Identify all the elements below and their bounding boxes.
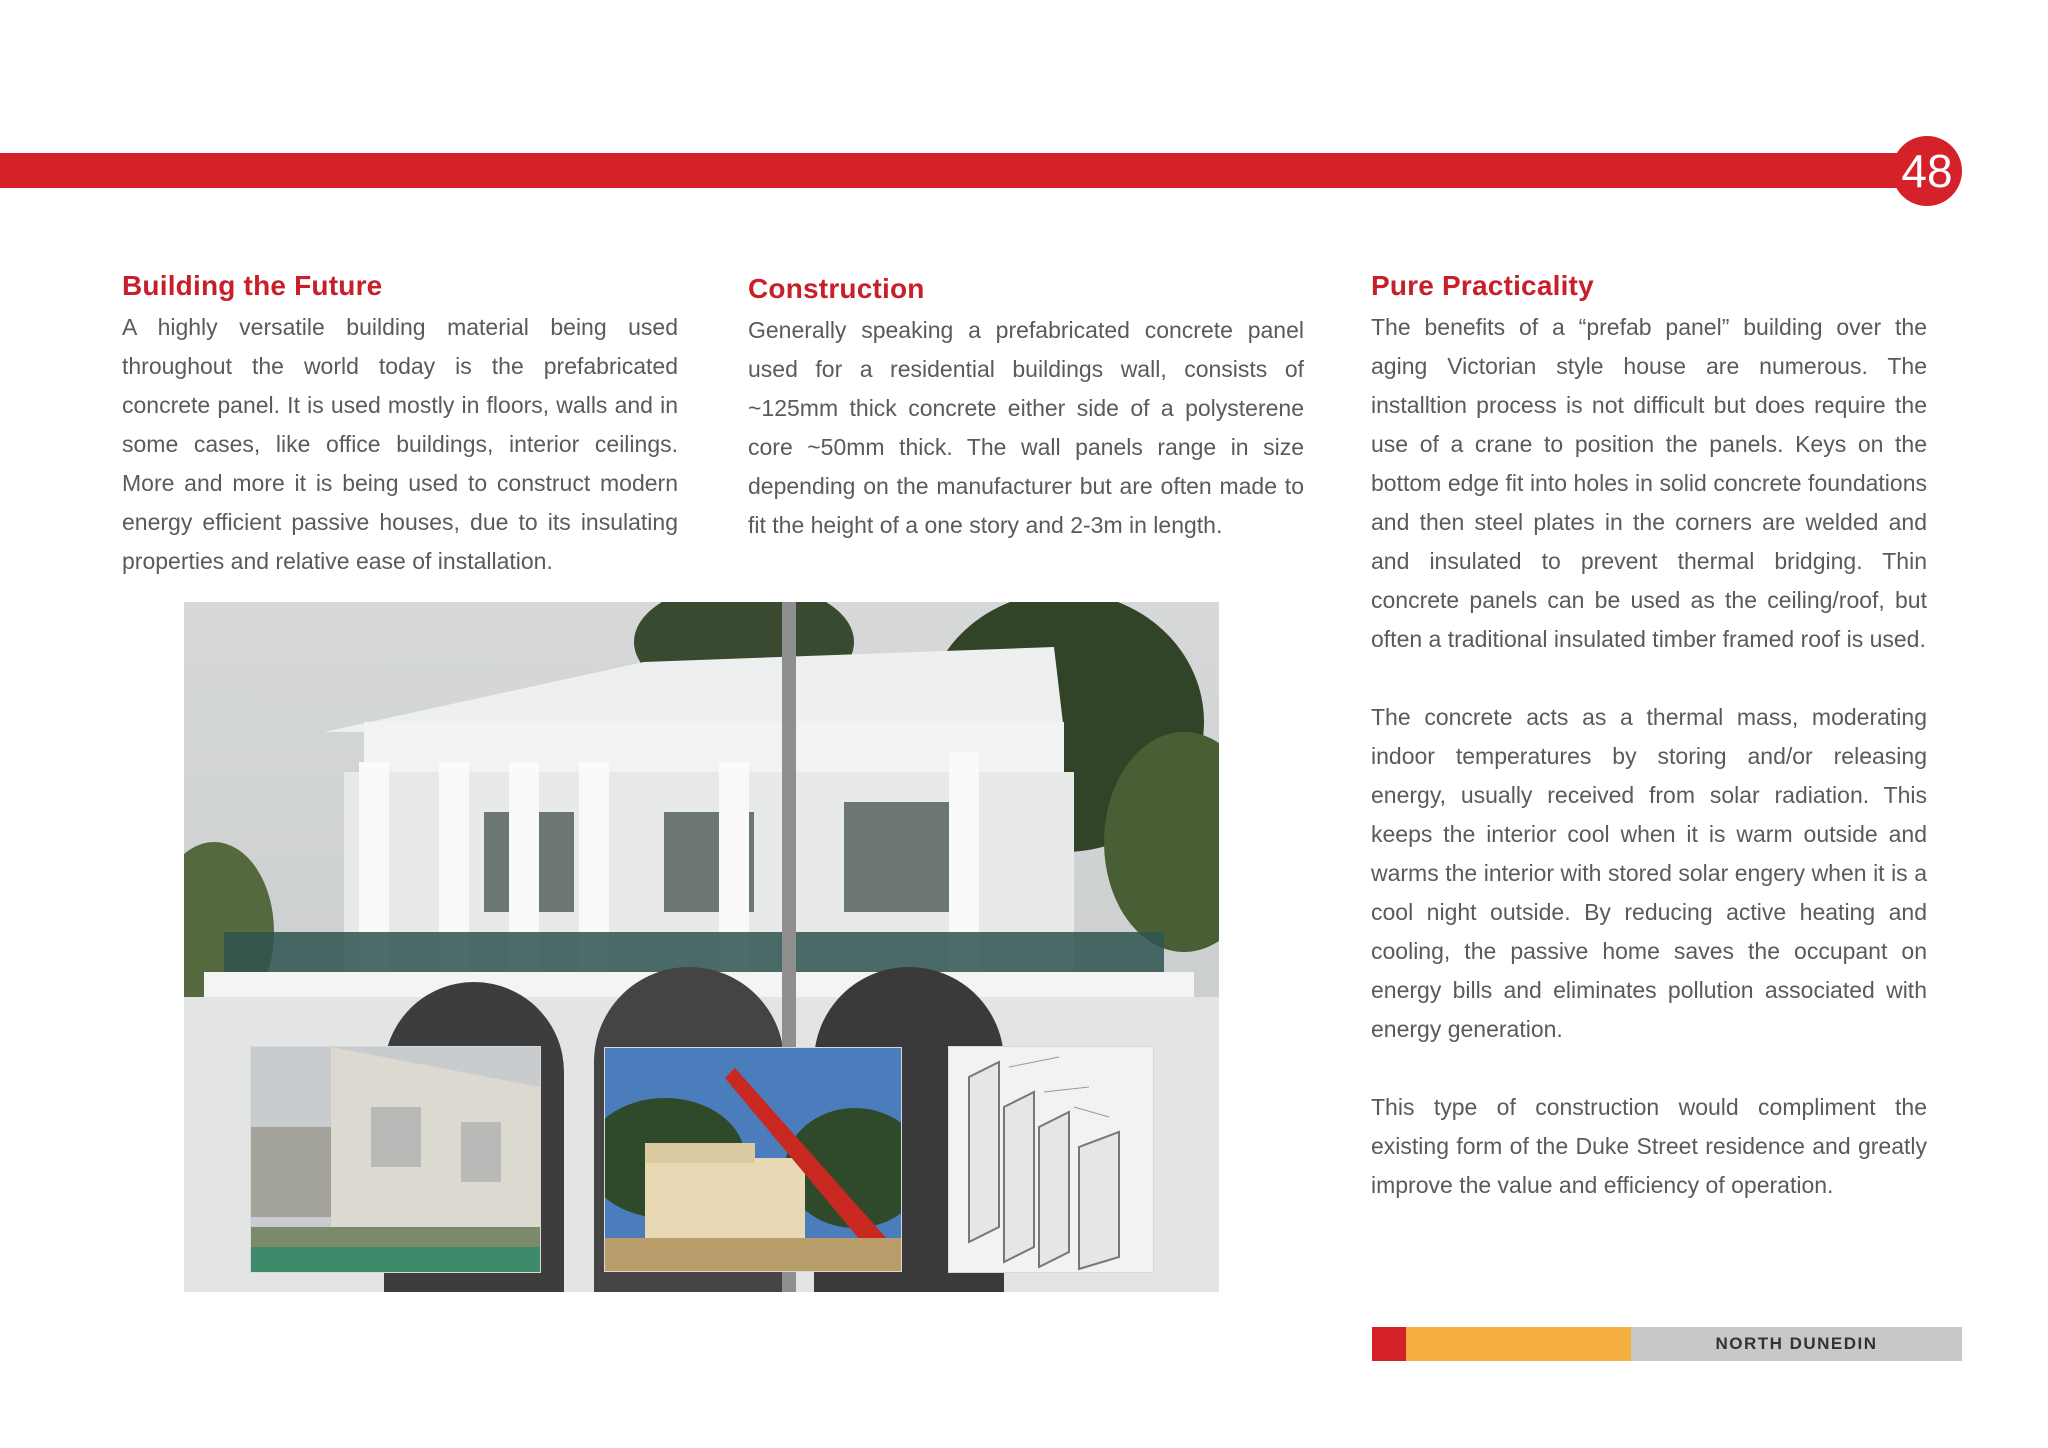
section-paragraph: The concrete acts as a thermal mass, moderating indoor temperatures by storing and/or releasing energy, usually received from solar radiation. This keeps the interior cool when it is warm outside and warms the interior with stored solar engery when it is a cool night outside. By reducing active heating and cooling, the passive home saves the occupant on energy bills and eliminates pollution associated with energy generation.	[1371, 704, 1927, 1042]
panel-diagram-image	[948, 1046, 1154, 1273]
footer-label: NORTH DUNEDIN	[1715, 1334, 1878, 1353]
column-building-the-future	[122, 270, 678, 581]
column-pure-practicality	[1371, 270, 1927, 1205]
footer-grey-block	[1631, 1327, 1962, 1361]
section-paragraph: This type of construction would compliment the existing form of the Duke Street residence and greatly improve the value and efficiency of operation.	[1371, 1094, 1927, 1198]
page-number: 48	[1892, 136, 1962, 206]
footer-bar	[1372, 1327, 1962, 1361]
section-title: Pure Practicality	[1371, 270, 1594, 301]
concrete-panel-photo	[250, 1046, 541, 1273]
section-title: Building the Future	[122, 270, 383, 301]
section-paragraph: Generally speaking a prefabricated concrete panel used for a residential buildings wall, consists of ~125mm thick concrete either side of a polysterene core ~50mm thick. The wall panels range in size depending on the manufacturer but are often made to fit the height of a one story and 2-3m in length.	[748, 317, 1304, 538]
crane-installation-photo	[604, 1047, 902, 1272]
section-paragraph: A highly versatile building material being used throughout the world today is the prefabricated concrete panel. It is used mostly in floors, walls and in some cases, like office buildings, interior ceilings. More and more it is being used to construct modern energy efficient passive houses, due to its insulating properties and relative ease of installation.	[122, 314, 678, 574]
footer-yellow-block	[1406, 1327, 1631, 1361]
footer-red-block	[1372, 1327, 1406, 1361]
header-band	[0, 153, 1940, 188]
section-title: Construction	[748, 273, 925, 304]
column-construction	[748, 273, 1304, 545]
section-paragraph: The benefits of a “prefab panel” building over the aging Victorian style house are numerous. The installtion process is not difficult but does require the use of a crane to position the panels. Keys on the bottom edge fit into holes in solid concrete foundations and then steel plates in the corners are welded and and insulated to prevent thermal bridging. Thin concrete panels can be used as the ceiling/roof, but often a traditional insulated timber framed roof is used.	[1371, 314, 1927, 652]
